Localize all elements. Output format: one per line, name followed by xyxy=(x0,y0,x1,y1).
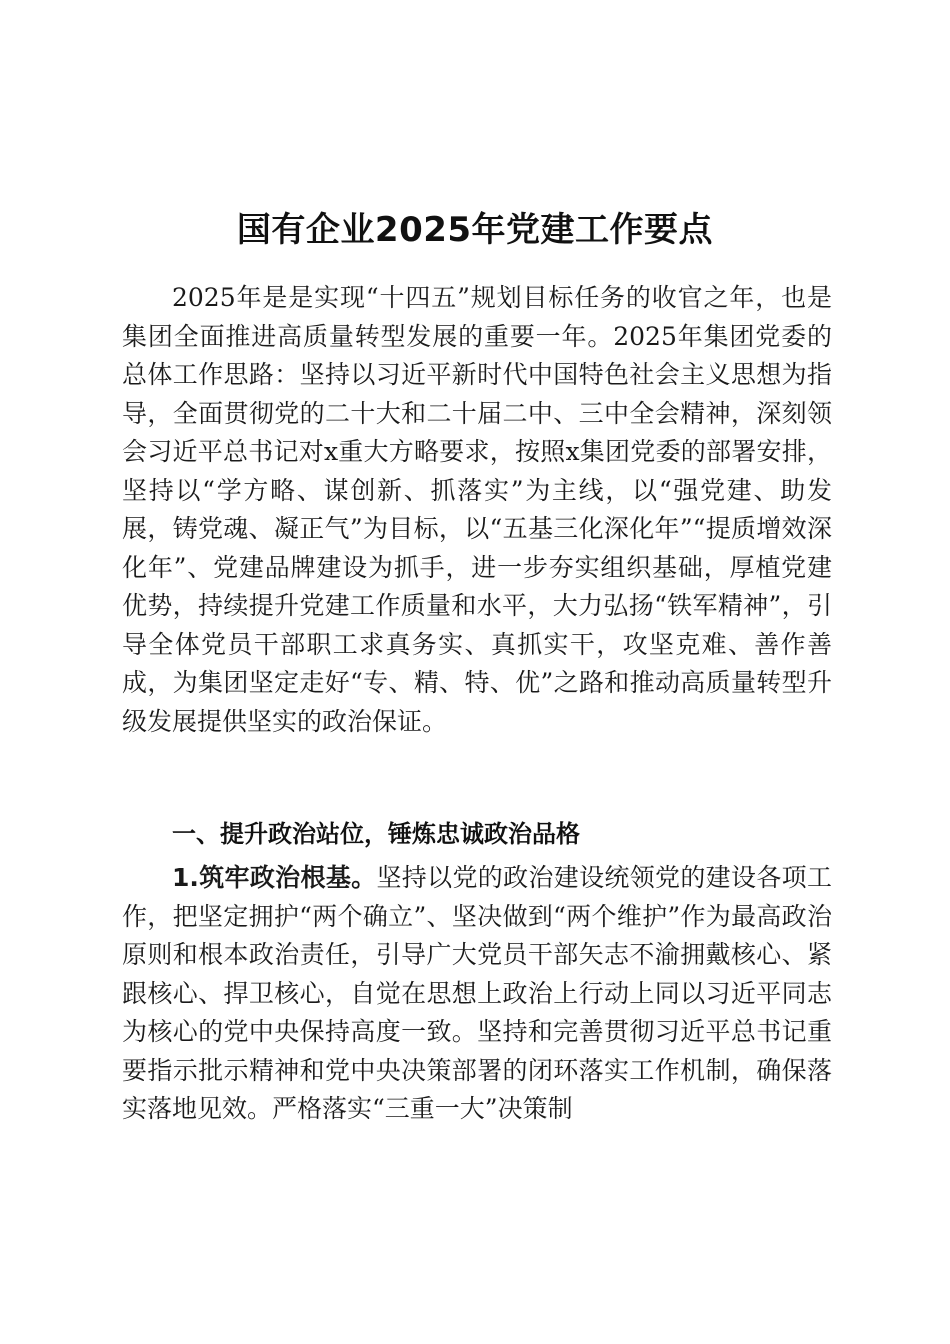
item-1-lead: 1.筑牢政治根基。 xyxy=(172,863,377,892)
intro-paragraph: 2025年是是实现“十四五”规划目标任务的收官之年，也是集团全面推进高质量转型发展的重要一年。2025年集团党委的总体工作思路：坚持以习近平新时代中国特色社会主义思想为指导，全面贯彻党的二十大和二十届二中、三中全会精神，深刻领会习近平总书记对x重大方略要求，按照x集团党委的部署安排，坚持以“学方略、谋创新、抓落实”为主线，以“强党建、助发展，铸党魂、凝正气”为目标，以“五基三化深化年”“提质增效深化年”、党建品牌建设为抓手，进一步夯实组织基础，厚植党建优势，持续提升党建工作质量和水平，大力弘扬“铁军精神”，引导全体党员干部职工求真务实、真抓实干，攻坚克难、善作善成，为集团坚定走好“专、精、特、优”之路和推动高质量转型升级发展提供坚实的政治保证。 xyxy=(122,283,832,736)
section-heading-1: 一、提升政治站位，锤炼忠诚政治品格 xyxy=(172,820,580,848)
document-title: 国有企业2025年党建工作要点 xyxy=(236,210,714,250)
item-1-text: 坚持以党的政治建设统领党的建设各项工作，把坚定拥护“两个确立”、坚决做到“两个维护”作为最高政治原则和根本政治责任，引导广大党员干部矢志不渝拥戴核心、紧跟核心、捍卫核心，自觉在思想上政治上行动上同以习近平同志为核心的党中央保持高度一致。坚持和完善贯彻习近平总书记重要指示批示精神和党中央决策部署的闭环落实工作机制，确保落实落地见效。严格落实“三重一大”决策制 xyxy=(122,863,832,1123)
item-1-paragraph xyxy=(122,859,832,1129)
